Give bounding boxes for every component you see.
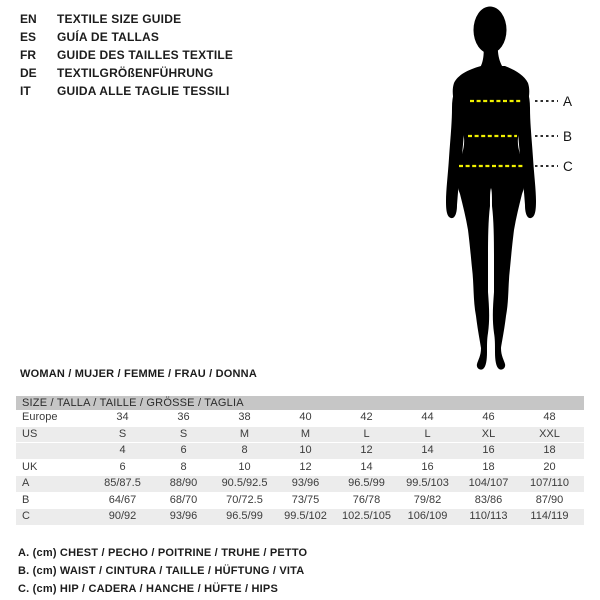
table-cell: 79/82 xyxy=(413,493,442,506)
table-cell: 93/96 xyxy=(169,510,198,522)
table-cell: 40 xyxy=(299,411,312,423)
table-cell: L xyxy=(424,427,431,440)
table-cell: 64/67 xyxy=(108,493,137,506)
table-cell: 36 xyxy=(177,411,190,423)
language-label: TEXTILGRÖßENFÜHRUNG xyxy=(57,66,214,80)
size-table-header: SIZE / TALLA / TAILLE / GRÖSSE / TAGLIA xyxy=(16,396,584,410)
table-row-us-numeric xyxy=(16,443,584,460)
table-cell: 20 xyxy=(543,460,556,473)
table-cell: M xyxy=(239,427,250,440)
size-table xyxy=(16,396,584,526)
table-cell: 102.5/105 xyxy=(342,510,391,522)
table-cell: 93/96 xyxy=(291,477,320,489)
measure-label-a: A xyxy=(563,94,573,109)
table-cell: 99.5/102 xyxy=(284,510,327,522)
table-cell: 83/86 xyxy=(474,493,503,506)
table-row-hip xyxy=(16,509,584,526)
row-label: A xyxy=(22,477,30,489)
table-cell: 76/78 xyxy=(352,493,381,506)
language-label: GUIDE DES TAILLES TEXTILE xyxy=(57,48,234,62)
language-label: GUÍA DE TALLAS xyxy=(57,30,160,44)
table-cell: 18 xyxy=(482,460,495,473)
language-code: EN xyxy=(20,12,37,26)
table-cell: 12 xyxy=(360,444,373,456)
table-cell: XL xyxy=(481,427,496,440)
table-row-us-letter xyxy=(16,427,584,444)
table-cell: S xyxy=(118,427,127,440)
table-cell: L xyxy=(363,427,370,440)
table-cell: 46 xyxy=(482,411,495,423)
language-row-fr xyxy=(20,46,233,64)
language-label: TEXTILE SIZE GUIDE xyxy=(57,12,182,26)
table-cell: 14 xyxy=(360,460,373,473)
table-cell: 48 xyxy=(543,411,556,423)
table-cell: 16 xyxy=(482,444,495,456)
table-cell: 88/90 xyxy=(169,477,198,489)
table-cell: 44 xyxy=(421,411,434,423)
language-code: ES xyxy=(20,30,37,44)
legend-waist: B. (cm) WAIST / CINTURA / TAILLE / HÜFTUNG / VITA xyxy=(18,565,305,577)
language-code: FR xyxy=(20,48,36,62)
table-cell: 34 xyxy=(116,411,129,423)
row-label: C xyxy=(22,510,30,522)
legend-hip: C. (cm) HIP / CADERA / HANCHE / HÜFTE / HIPS xyxy=(18,583,278,595)
table-cell: XXL xyxy=(539,427,560,440)
table-cell: 8 xyxy=(241,444,248,456)
table-cell: 12 xyxy=(299,460,312,473)
table-cell: 85/87.5 xyxy=(104,477,141,489)
row-label: US xyxy=(22,427,38,440)
language-title-block xyxy=(20,10,233,100)
table-cell: 68/70 xyxy=(169,493,198,506)
woman-silhouette-icon xyxy=(400,0,600,378)
language-code: DE xyxy=(20,66,37,80)
table-row-chest xyxy=(16,476,584,493)
table-cell: 10 xyxy=(299,444,312,456)
table-cell: 73/75 xyxy=(291,493,320,506)
table-row-europe xyxy=(16,410,584,427)
language-row-it xyxy=(20,82,233,100)
table-cell: 87/90 xyxy=(535,493,564,506)
measure-label-c: C xyxy=(563,159,573,174)
table-cell: 90.5/92.5 xyxy=(221,477,268,489)
row-label: UK xyxy=(22,460,38,473)
language-code: IT xyxy=(20,84,31,98)
measure-label-b: B xyxy=(563,129,573,144)
table-cell: 8 xyxy=(180,460,187,473)
table-row-waist xyxy=(16,493,584,510)
table-cell: 6 xyxy=(119,460,126,473)
table-cell: 42 xyxy=(360,411,373,423)
table-cell: 114/119 xyxy=(530,510,569,522)
table-cell: 107/110 xyxy=(530,477,569,489)
table-cell: 14 xyxy=(421,444,434,456)
table-cell: 96.5/99 xyxy=(226,510,263,522)
table-cell: 104/107 xyxy=(468,477,509,489)
table-cell: 106/109 xyxy=(407,510,448,522)
table-title: WOMAN / MUJER / FEMME / FRAU / DONNA xyxy=(20,368,257,380)
table-cell: 16 xyxy=(421,460,434,473)
language-row-de xyxy=(20,64,233,82)
row-label: B xyxy=(22,493,30,506)
measurement-legend xyxy=(18,544,307,598)
body-measurement-figure xyxy=(400,0,600,378)
table-cell: 99.5/103 xyxy=(406,477,449,489)
table-cell: 18 xyxy=(543,444,556,456)
table-cell: 6 xyxy=(180,444,187,456)
table-cell: 90/92 xyxy=(108,510,137,522)
language-label: GUIDA ALLE TAGLIE TESSILI xyxy=(57,84,230,98)
row-label xyxy=(16,443,92,459)
language-row-en xyxy=(20,10,233,28)
language-row-es xyxy=(20,28,233,46)
table-cell: 70/72.5 xyxy=(226,493,263,506)
table-cell: 110/113 xyxy=(469,510,508,522)
table-row-uk xyxy=(16,460,584,477)
table-cell: S xyxy=(179,427,188,440)
table-cell: 10 xyxy=(238,460,251,473)
table-cell: 4 xyxy=(119,444,126,456)
legend-chest: A. (cm) CHEST / PECHO / POITRINE / TRUHE / PETTO xyxy=(18,547,308,559)
row-label: Europe xyxy=(22,411,58,423)
table-cell: 38 xyxy=(238,411,251,423)
table-cell: 96.5/99 xyxy=(348,477,385,489)
table-cell: M xyxy=(300,427,311,440)
